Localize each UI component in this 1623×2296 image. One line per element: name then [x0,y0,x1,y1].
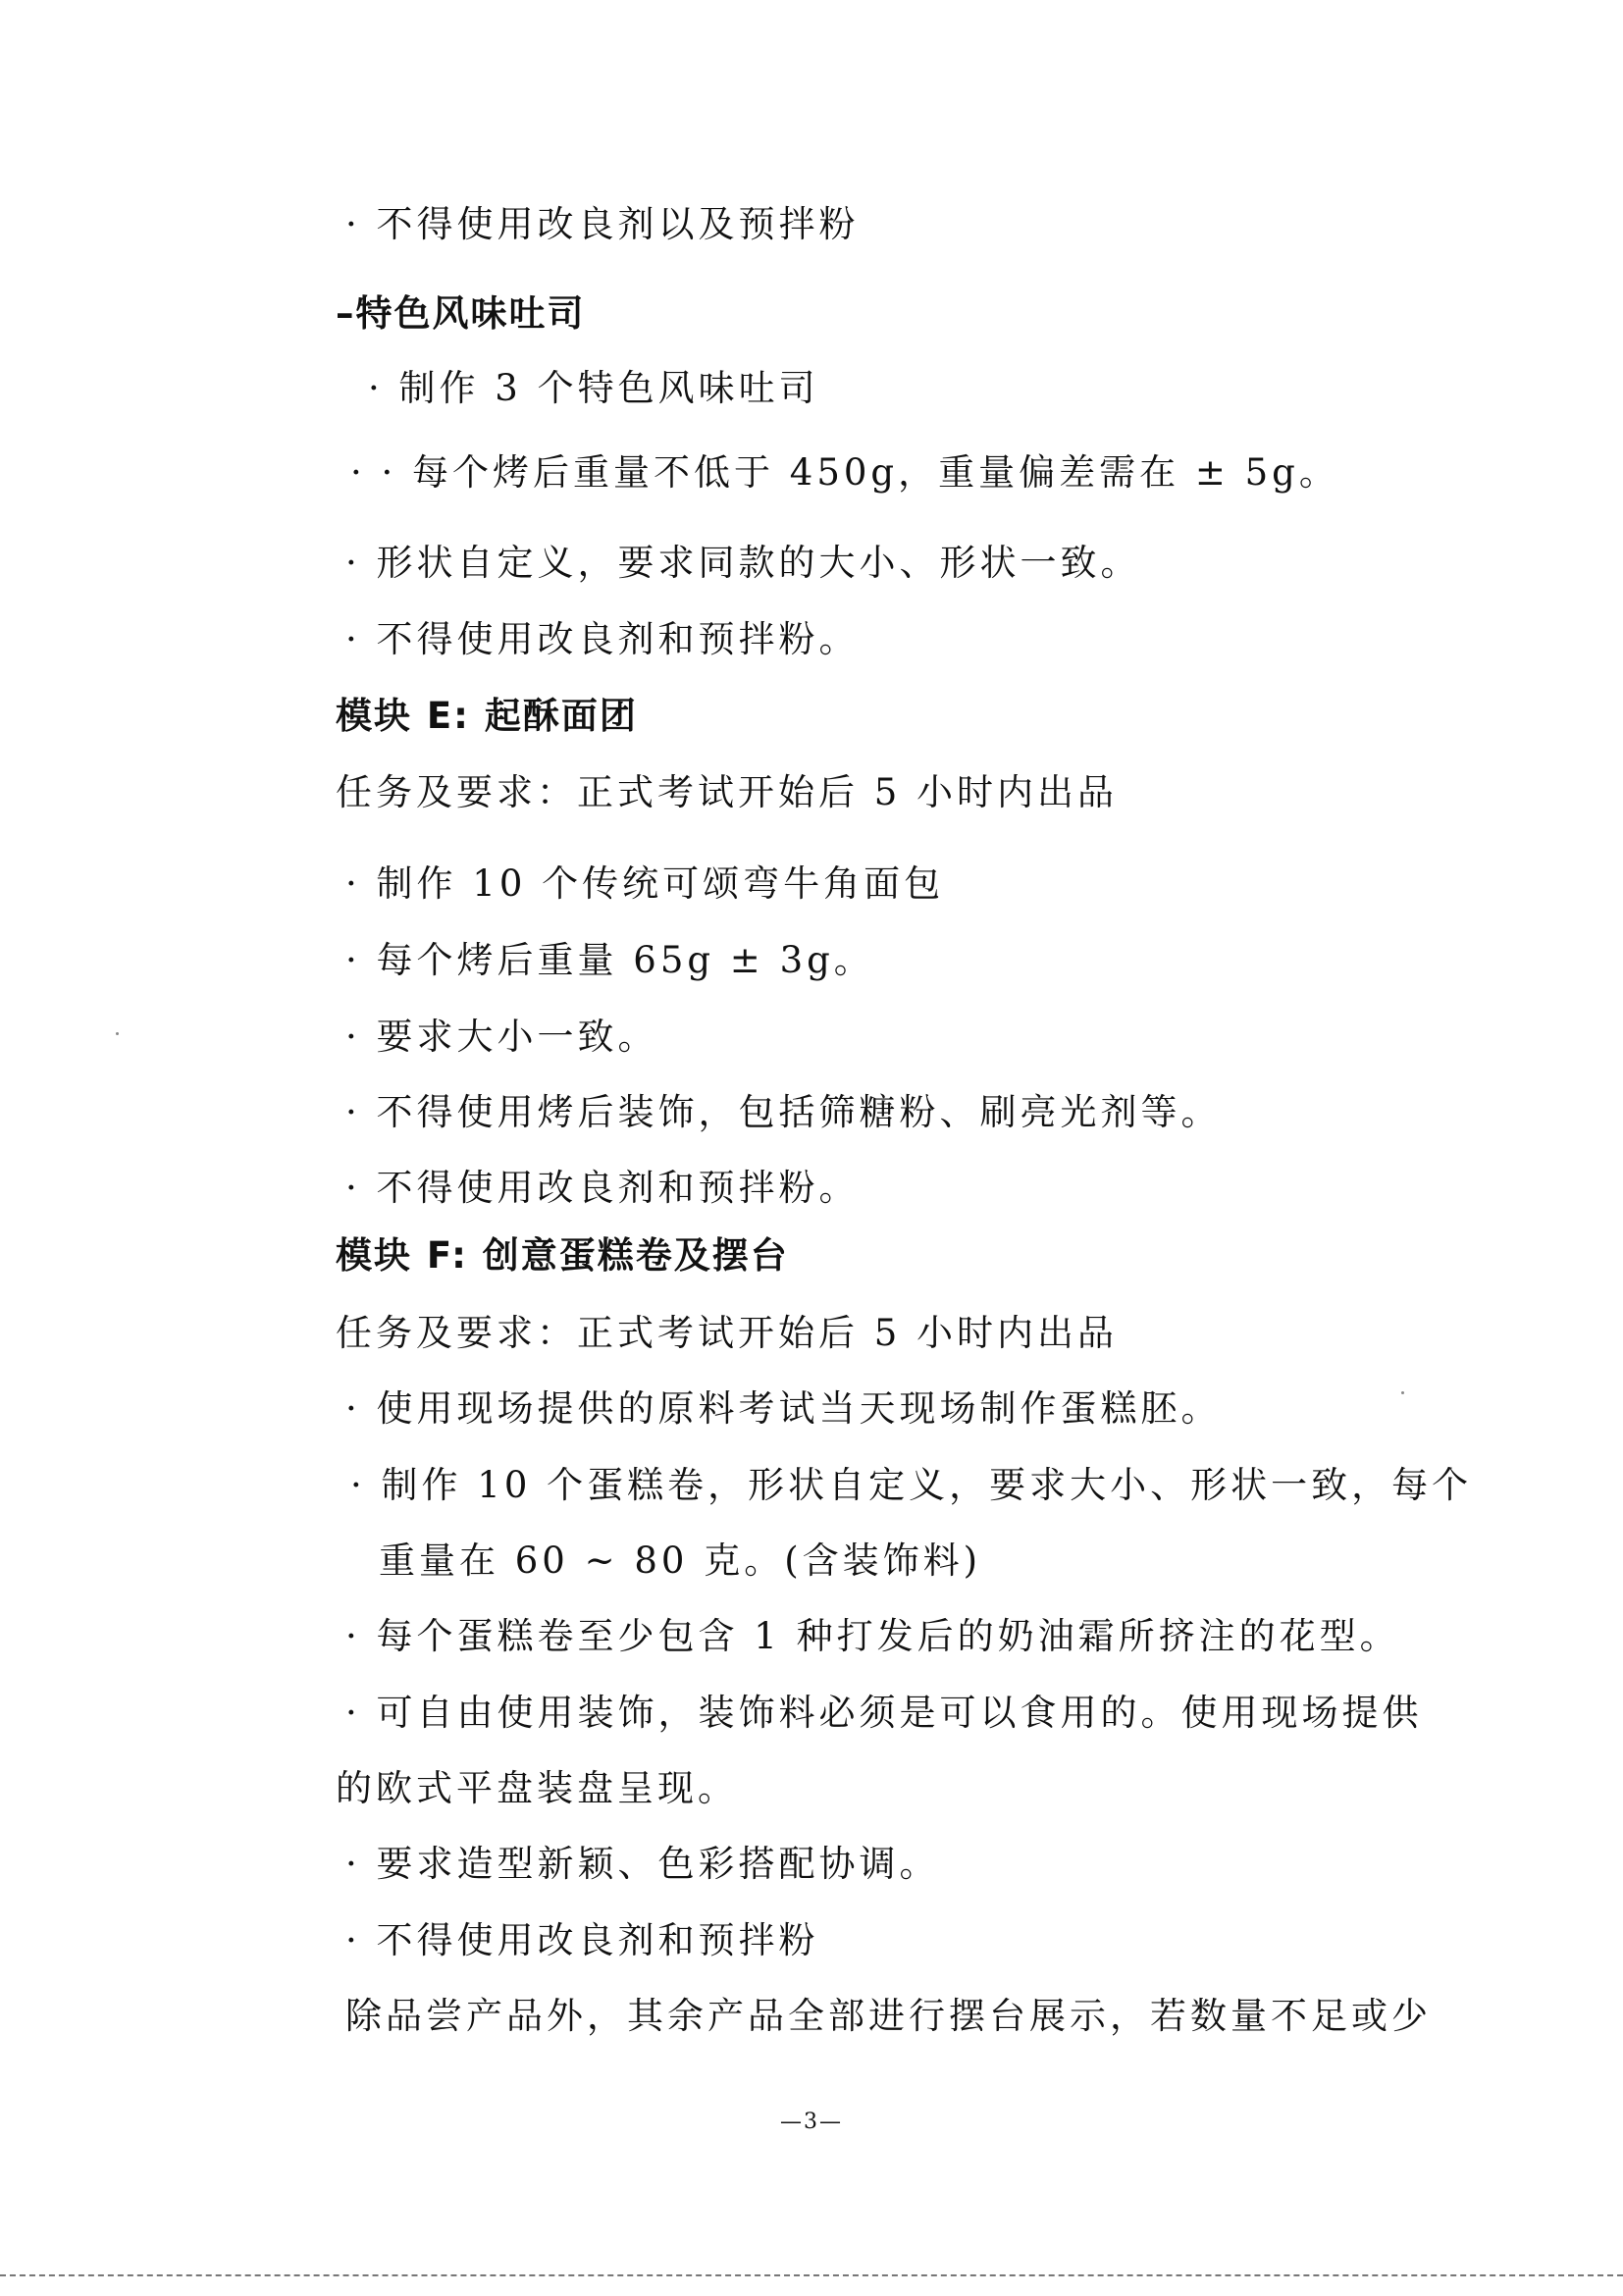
bullet-no-improver-1: · 不得使用改良剂和预拌粉。 [345,618,860,660]
scan-edge-line [0,2274,1623,2276]
module-e-heading: 模块 E: 起酥面团 [336,695,638,737]
page-number: —3— [780,2110,843,2134]
bullet-make-3-toasts: · 制作 3 个特色风味吐司 [368,367,819,409]
bullet-make-10-croissants: · 制作 10 个传统可颂弯牛角面包 [345,862,945,905]
bullet-toast-weight: · · 每个烤后重量不低于 450g，重量偏差需在 ± 5g。 [350,451,1339,494]
bullet-no-improver-3: · 不得使用改良剂和预拌粉 [345,1919,819,1961]
cake-roll-weight-line: 重量在 60 ~ 80 克。(含装饰料) [379,1539,982,1582]
bullet-novel-design: · 要求造型新颖、色彩搭配协调。 [345,1843,940,1885]
display-paragraph: 除品尝产品外，其余产品全部进行摆台展示，若数量不足或少 [345,1995,1432,2037]
bullet-make-10-cake-rolls: · 制作 10 个蛋糕卷，形状自定义，要求大小、形状一致，每个 [350,1464,1473,1506]
bullet-croissant-weight: · 每个烤后重量 65g ± 3g。 [345,939,874,981]
module-f-heading: 模块 F: 创意蛋糕卷及摆台 [336,1234,789,1277]
bullet-uniform-size: · 要求大小一致。 [345,1016,658,1058]
bullet-shape-custom: · 形状自定义，要求同款的大小、形状一致。 [345,542,1141,584]
bullet-no-improver-2: · 不得使用改良剂和预拌粉。 [345,1167,860,1209]
module-f-task: 任务及要求：正式考试开始后 5 小时内出品 [336,1312,1119,1354]
bullet-no-post-bake-decoration: · 不得使用烤后装饰，包括筛糖粉、刷亮光剂等。 [345,1091,1222,1133]
bullet-piped-cream: · 每个蛋糕卷至少包含 1 种打发后的奶油霜所挤注的花型。 [345,1615,1400,1657]
scan-speck [116,1032,119,1035]
bullet-make-sponge: · 使用现场提供的原料考试当天现场制作蛋糕胚。 [345,1387,1222,1430]
scan-speck [1401,1391,1404,1394]
module-e-task: 任务及要求：正式考试开始后 5 小时内出品 [336,771,1119,813]
decoration-continuation: 的欧式平盘装盘呈现。 [336,1767,738,1809]
bullet-no-improver-premix: · 不得使用改良剂以及预拌粉 [345,203,860,245]
bullet-free-decoration: · 可自由使用装饰，装饰料必须是可以食用的。使用现场提供 [345,1692,1423,1734]
section-heading-flavor-toast: –特色风味吐司 [336,292,586,335]
